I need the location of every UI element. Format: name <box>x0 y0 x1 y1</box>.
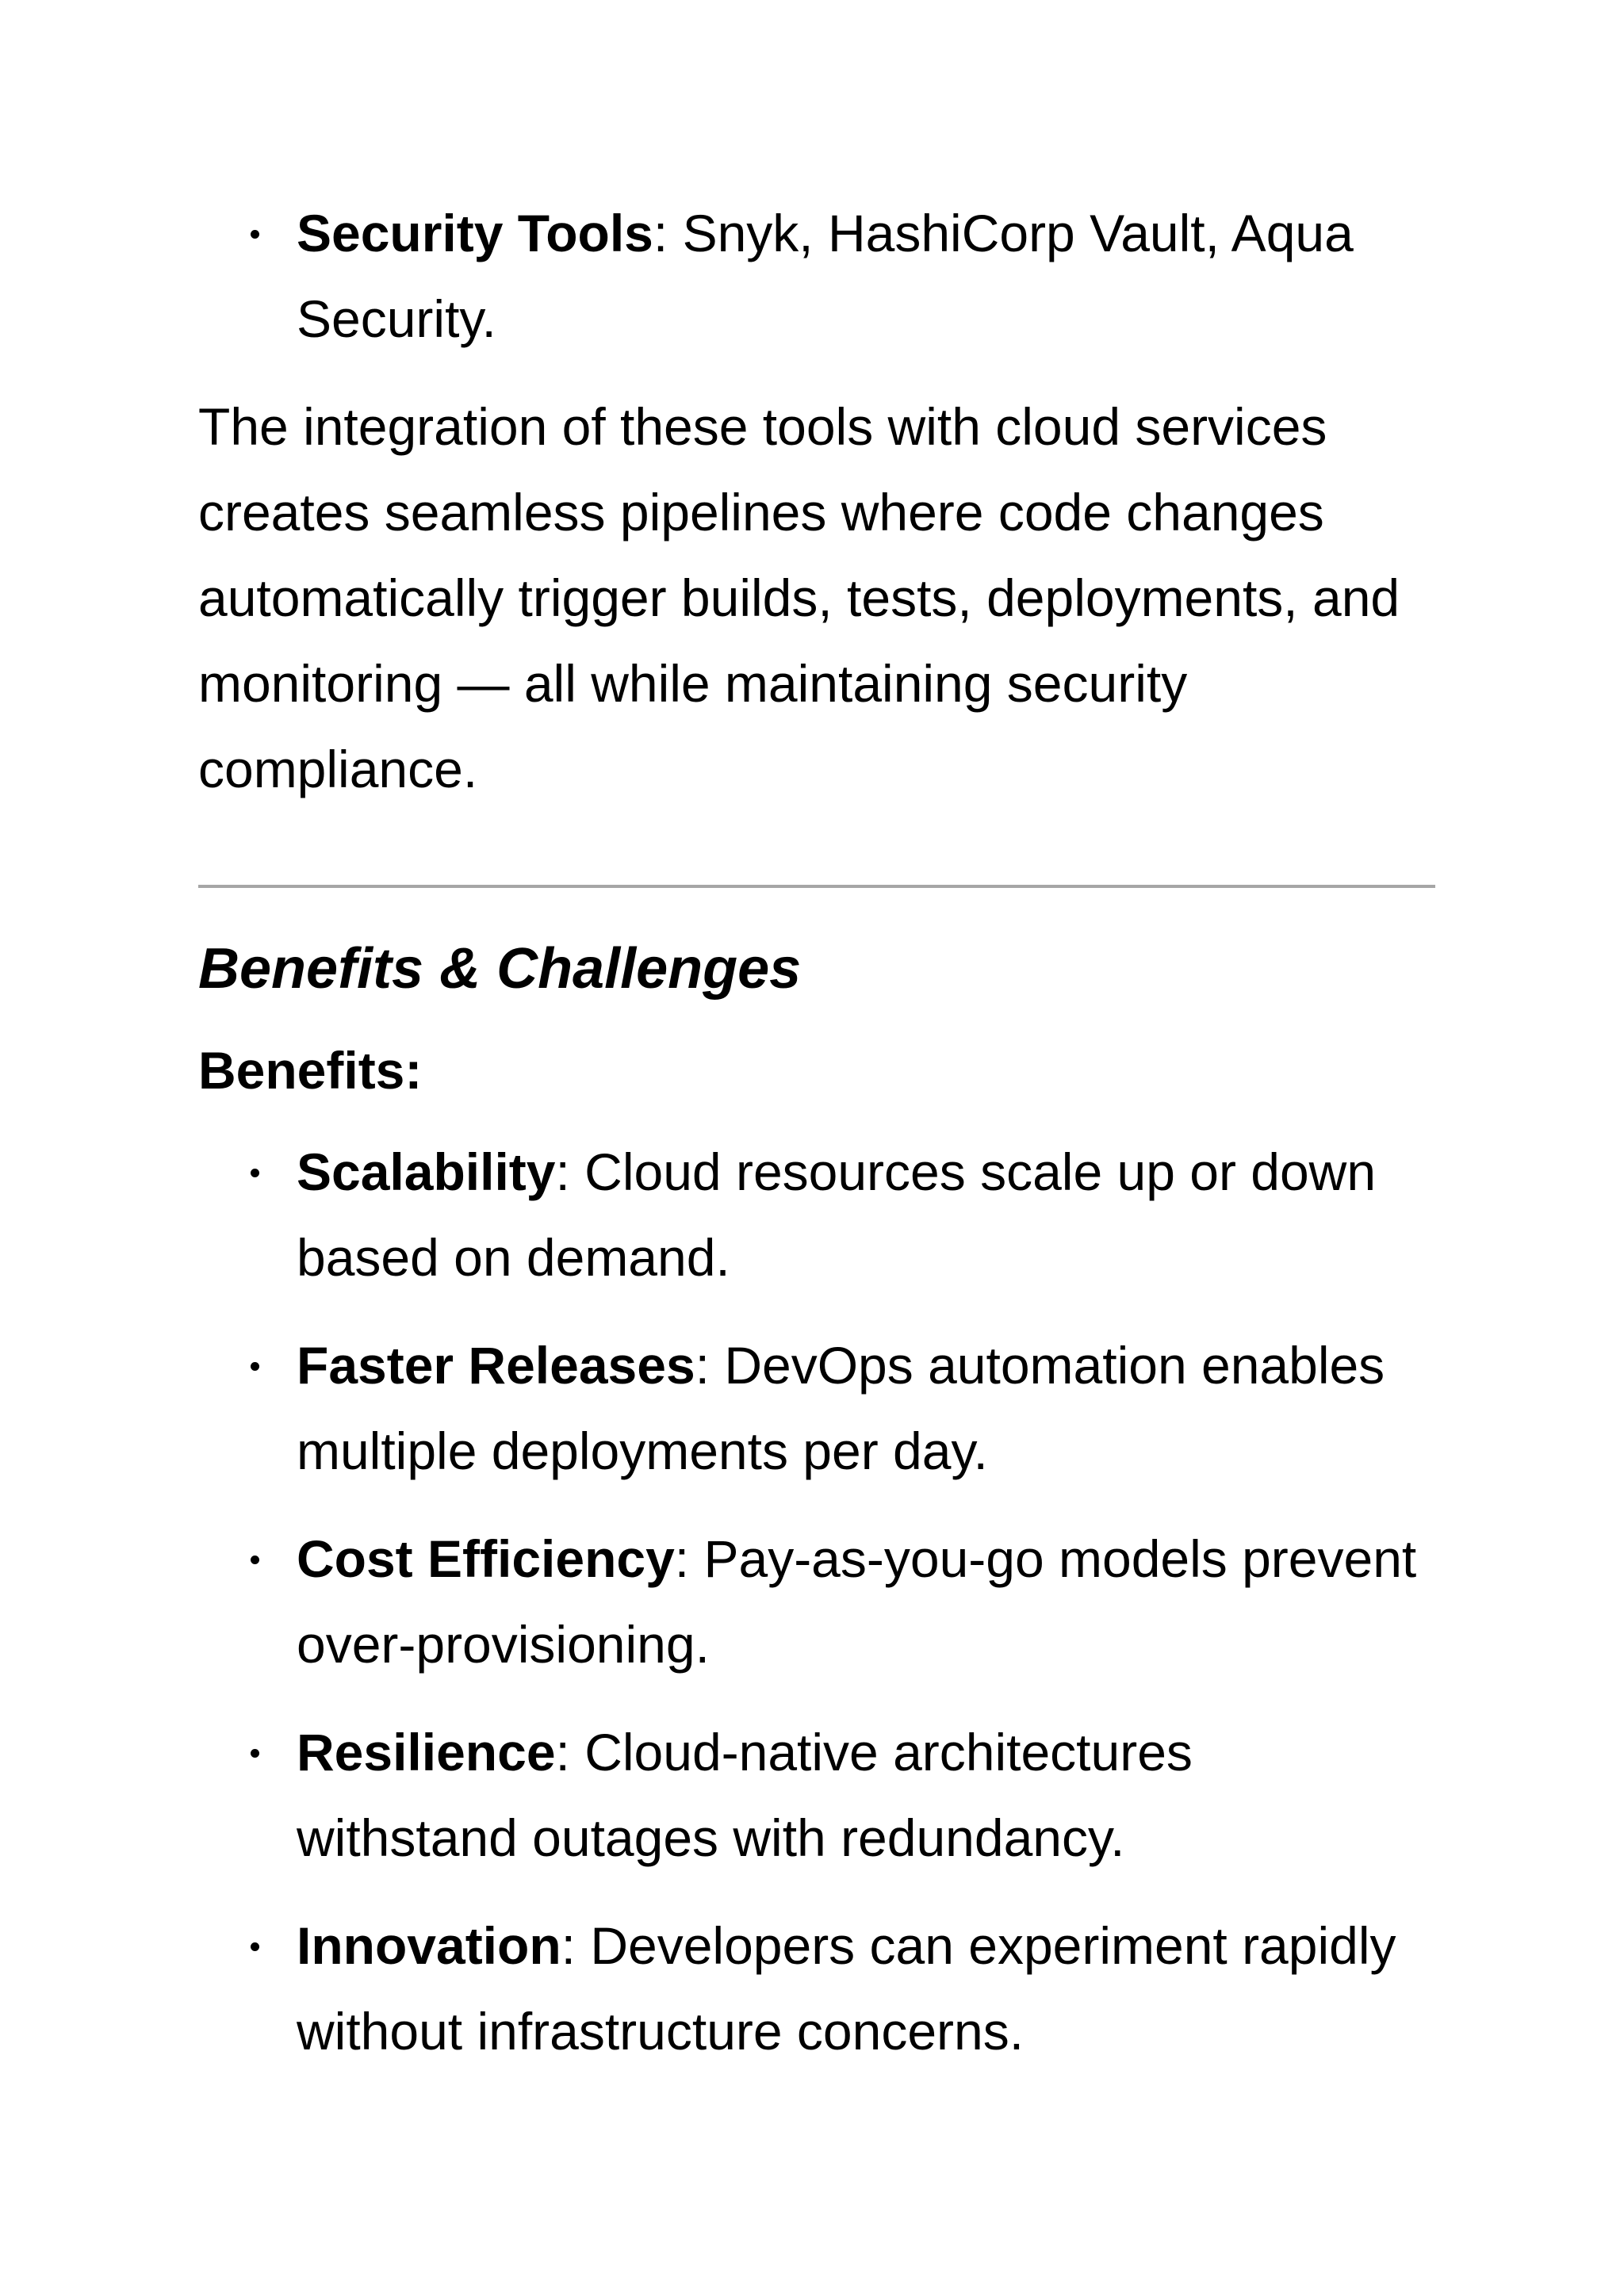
benefits-list <box>198 1129 1435 2074</box>
bullet-icon <box>251 1169 259 1177</box>
bullet-icon <box>251 230 259 239</box>
bullet-icon <box>251 1556 259 1564</box>
list-item <box>198 1709 1423 1881</box>
item-separator: : <box>555 1142 570 1201</box>
benefits-subheading: Benefits: <box>198 1041 423 1100</box>
document-page <box>198 190 1435 2096</box>
item-separator: : <box>653 204 668 262</box>
item-term: Cost Efficiency <box>297 1529 675 1588</box>
tools-list <box>198 190 1435 362</box>
item-separator: : <box>555 1723 570 1781</box>
bullet-icon <box>251 1942 259 1951</box>
item-term: Innovation <box>297 1916 561 1975</box>
list-item <box>198 1903 1423 2074</box>
list-item <box>198 1322 1423 1494</box>
item-term: Faster Releases <box>297 1336 695 1395</box>
bullet-icon <box>251 1362 259 1371</box>
item-term: Scalability <box>297 1142 556 1201</box>
item-separator: : <box>561 1916 576 1975</box>
bullet-icon <box>251 1749 259 1758</box>
item-separator: : <box>695 1336 710 1395</box>
item-text: DevOps automation enables multiple deployments per day. <box>297 1336 1385 1480</box>
item-term: Resilience <box>297 1723 556 1781</box>
list-item <box>198 1129 1423 1300</box>
section-heading: Benefits & Challenges <box>198 937 802 1001</box>
section-divider <box>198 885 1435 888</box>
item-text: Cloud resources scale up or down based on demand. <box>297 1142 1377 1287</box>
item-text: Cloud-native architectures withstand outages with redundancy. <box>297 1723 1193 1867</box>
item-text: Snyk, HashiCorp Vault, Aqua Security. <box>297 204 1354 348</box>
integration-paragraph: The integration of these tools with cloud services creates seamless pipelines where code changes automatically trigger builds, tests, deployments, and monitoring — all while maintaining security compliance. <box>198 397 1400 798</box>
item-term: Security Tools <box>297 204 653 262</box>
item-text: Pay-as-you-go models prevent over-provisioning. <box>297 1529 1417 1674</box>
item-separator: : <box>674 1529 690 1588</box>
list-item <box>198 190 1423 362</box>
list-item <box>198 1516 1423 1687</box>
item-text: Developers can experiment rapidly without infrastructure concerns. <box>297 1916 1396 2061</box>
